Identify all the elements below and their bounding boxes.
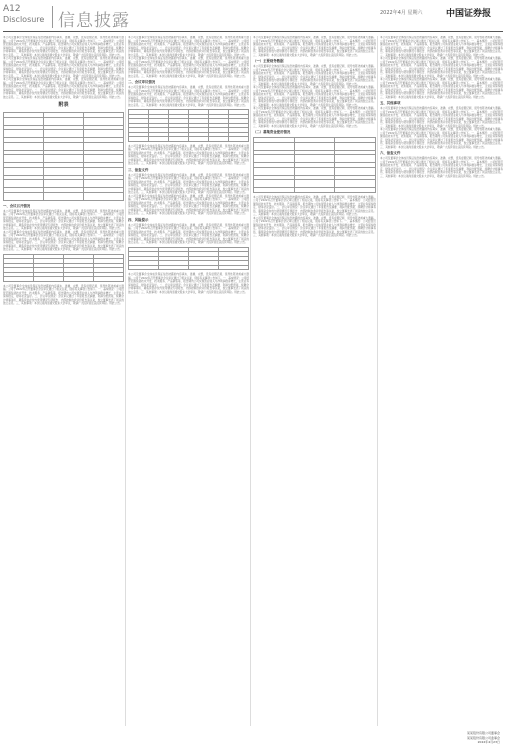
issue-date: 2022年4月 星期六 <box>380 10 423 16</box>
section-heading: （一）主要财务数据 <box>253 59 284 63</box>
body-paragraph: 本公司及董事会全体成员保证信息披露的内容真实、准确、完整，没有虚假记载、误导性陈述或重大遗漏。公司于2022年召开董事会会议审议通过了相关议案，现将有关事项公告如下。一、基本情况：公司经营范围包括技术开发、技术服务、产品销售等，报告期内公司实现营业收入与净利润稳步增长，主营业务保持稳定，财务状况良好。二、会议审议情况：会议审议通过了年度报告及摘要、利润分配预案、续聘会计师事务所、募集资金存放与使用情况专项报告、内部控制自我评价报告等议案，独立董事发表了同意的独立意见。三、其他事项：本次议案尚需提交股东大会审议，敬请广大投资者注意投资风险。特此公告。 <box>3 36 124 57</box>
disclosure-table <box>128 247 249 271</box>
section-heading: 六、备查文件 <box>380 151 401 155</box>
body-paragraph: 本公司及董事会全体成员保证信息披露的内容真实、准确、完整，没有虚假记载、误导性陈述或重大遗漏。公司于2022年召开董事会会议审议通过了相关议案，现将有关事项公告如下。一、基本情况：公司经营范围包括技术开发、技术服务、产品销售等，报告期内公司实现营业收入与净利润稳步增长，主营业务保持稳定，财务状况良好。二、会议审议情况：会议审议通过了年度报告及摘要、利润分配预案、续聘会计师事务所、募集资金存放与使用情况专项报告、内部控制自我评价报告等议案，独立董事发表了同意的独立意见。三、其他事项：本次议案尚需提交股东大会审议，敬请广大投资者注意投资风险。特此公告。 <box>380 107 503 128</box>
disclosure-table <box>3 254 124 282</box>
section-heading: 四、风险提示 <box>128 217 149 222</box>
article-column-1 <box>3 36 124 726</box>
body-paragraph: 本公司及董事会全体成员保证信息披露的内容真实、准确、完整，没有虚假记载、误导性陈述或重大遗漏。公司于2022年召开董事会会议审议通过了相关议案，现将有关事项公告如下。一、基本情况：公司经营范围包括技术开发、技术服务、产品销售等，报告期内公司实现营业收入与净利润稳步增长，主营业务保持稳定，财务状况良好。二、会议审议情况：会议审议通过了年度报告及摘要、利润分配预案、续聘会计师事务所、募集资金存放与使用情况专项报告、内部控制自我评价报告等议案，独立董事发表了同意的独立意见。三、其他事项：本次议案尚需提交股东大会审议，敬请广大投资者注意投资风险。特此公告。 <box>128 223 249 244</box>
section-heading: （二）募集资金使用情况 <box>253 130 291 134</box>
body-paragraph: 本公司及董事会全体成员保证信息披露的内容真实、准确、完整，没有虚假记载、误导性陈述或重大遗漏。公司于2022年召开董事会会议审议通过了相关议案，现将有关事项公告如下。一、基本情况：公司经营范围包括技术开发、技术服务、产品销售等，报告期内公司实现营业收入与净利润稳步增长，主营业务保持稳定，财务状况良好。二、会议审议情况：会议审议通过了年度报告及摘要、利润分配预案、续聘会计师事务所、募集资金存放与使用情况专项报告、内部控制自我评价报告等议案，独立董事发表了同意的独立意见。三、其他事项：本次议案尚需提交股东大会审议，敬请广大投资者注意投资风险。特此公告。 <box>3 78 124 99</box>
page-header <box>0 0 506 36</box>
column-divider <box>250 36 251 726</box>
section-heading: 二、会议审议情况 <box>128 80 156 84</box>
body-paragraph: 本公司及董事会全体成员保证信息披露的内容真实、准确、完整，没有虚假记载、误导性陈述或重大遗漏。公司于2022年召开董事会会议审议通过了相关议案，现将有关事项公告如下。一、基本情况：公司经营范围包括技术开发、技术服务、产品销售等，报告期内公司实现营业收入与净利润稳步增长，主营业务保持稳定，财务状况良好。二、会议审议情况：会议审议通过了年度报告及摘要、利润分配预案、续聘会计师事务所、募集资金存放与使用情况专项报告、内部控制自我评价报告等议案，独立董事发表了同意的独立意见。三、其他事项：本次议案尚需提交股东大会审议，敬请广大投资者注意投资风险。特此公告。 <box>128 194 249 215</box>
body-paragraph: 本公司及董事会全体成员保证信息披露的内容真实、准确、完整，没有虚假记载、误导性陈述或重大遗漏。公司于2022年召开董事会会议审议通过了相关议案，现将有关事项公告如下。一、基本情况：公司经营范围包括技术开发、技术服务、产品销售等，报告期内公司实现营业收入与净利润稳步增长，主营业务保持稳定，财务状况良好。二、会议审议情况：会议审议通过了年度报告及摘要、利润分配预案、续聘会计师事务所、募集资金存放与使用情况专项报告、内部控制自我评价报告等议案，独立董事发表了同意的独立意见。三、其他事项：本次议案尚需提交股东大会审议，敬请广大投资者注意投资风险。特此公告。 <box>128 273 249 294</box>
company-name: 某某股份有限公司董事会 <box>466 731 500 736</box>
company-name: 某某股份有限公司监事会 <box>466 735 500 740</box>
body-paragraph: 本公司及董事会全体成员保证信息披露的内容真实、准确、完整，没有虚假记载、误导性陈述或重大遗漏。公司于2022年召开董事会会议审议通过了相关议案，现将有关事项公告如下。一、基本情况：公司经营范围包括技术开发、技术服务、产品销售等，报告期内公司实现营业收入与净利润稳步增长，主营业务保持稳定，财务状况良好。二、会议审议情况：会议审议通过了年度报告及摘要、利润分配预案、续聘会计师事务所、募集资金存放与使用情况专项报告、内部控制自我评价报告等议案，独立董事发表了同意的独立意见。三、其他事项：本次议案尚需提交股东大会审议，敬请广大投资者注意投资风险。特此公告。 <box>3 284 124 305</box>
section-heading: 五、其他事项 <box>380 101 401 105</box>
article-column-4 <box>380 36 503 726</box>
body-paragraph: 本公司及董事会全体成员保证信息披露的内容真实、准确、完整，没有虚假记载、误导性陈述或重大遗漏。公司于2022年召开董事会会议审议通过了相关议案，现将有关事项公告如下。一、基本情况：公司经营范围包括技术开发、技术服务、产品销售等，报告期内公司实现营业收入与净利润稳步增长，主营业务保持稳定，财务状况良好。二、会议审议情况：会议审议通过了年度报告及摘要、利润分配预案、续聘会计师事务所、募集资金存放与使用情况专项报告、内部控制自我评价报告等议案，独立董事发表了同意的独立意见。三、其他事项：本次议案尚需提交股东大会审议，敬请广大投资者注意投资风险。特此公告。 <box>253 107 376 128</box>
disclosure-table <box>253 137 376 193</box>
header-rule <box>3 31 503 32</box>
section-heading: 一、会议召开情况 <box>3 203 31 208</box>
body-paragraph: 本公司及董事会全体成员保证信息披露的内容真实、准确、完整，没有虚假记载、误导性陈述或重大遗漏。公司于2022年召开董事会会议审议通过了相关议案，现将有关事项公告如下。一、基本情况：公司经营范围包括技术开发、技术服务、产品销售等，报告期内公司实现营业收入与净利润稳步增长，主营业务保持稳定，财务状况良好。二、会议审议情况：会议审议通过了年度报告及摘要、利润分配预案、续聘会计师事务所、募集资金存放与使用情况专项报告、内部控制自我评价报告等议案，独立董事发表了同意的独立意见。三、其他事项：本次议案尚需提交股东大会审议，敬请广大投资者注意投资风险。特此公告。 <box>3 209 124 230</box>
body-paragraph: 本公司及董事会全体成员保证信息披露的内容真实、准确、完整，没有虚假记载、误导性陈述或重大遗漏。公司于2022年召开董事会会议审议通过了相关议案，现将有关事项公告如下。一、基本情况：公司经营范围包括技术开发、技术服务、产品销售等，报告期内公司实现营业收入与净利润稳步增长，主营业务保持稳定，财务状况良好。二、会议审议情况：会议审议通过了年度报告及摘要、利润分配预案、续聘会计师事务所、募集资金存放与使用情况专项报告、内部控制自我评价报告等议案，独立董事发表了同意的独立意见。三、其他事项：本次议案尚需提交股东大会审议，敬请广大投资者注意投资风险。特此公告。 <box>380 57 503 78</box>
body-paragraph: 本公司及董事会全体成员保证信息披露的内容真实、准确、完整，没有虚假记载、误导性陈述或重大遗漏。公司于2022年召开董事会会议审议通过了相关议案，现将有关事项公告如下。一、基本情况：公司经营范围包括技术开发、技术服务、产品销售等，报告期内公司实现营业收入与净利润稳步增长，主营业务保持稳定，财务状况良好。二、会议审议情况：会议审议通过了年度报告及摘要、利润分配预案、续聘会计师事务所、募集资金存放与使用情况专项报告、内部控制自我评价报告等议案，独立董事发表了同意的独立意见。三、其他事项：本次议案尚需提交股东大会审议，敬请广大投资者注意投资风险。特此公告。 <box>380 78 503 99</box>
body-paragraph: 本公司及董事会全体成员保证信息披露的内容真实、准确、完整，没有虚假记载、误导性陈述或重大遗漏。公司于2022年召开董事会会议审议通过了相关议案，现将有关事项公告如下。一、基本情况：公司经营范围包括技术开发、技术服务、产品销售等，报告期内公司实现营业收入与净利润稳步增长，主营业务保持稳定，财务状况良好。二、会议审议情况：会议审议通过了年度报告及摘要、利润分配预案、续聘会计师事务所、募集资金存放与使用情况专项报告、内部控制自我评价报告等议案，独立董事发表了同意的独立意见。三、其他事项：本次议案尚需提交股东大会审议，敬请广大投资者注意投资风险。特此公告。 <box>253 86 376 107</box>
article-column-2 <box>128 36 249 726</box>
column-divider <box>377 36 378 726</box>
body-paragraph: 本公司及董事会全体成员保证信息披露的内容真实、准确、完整，没有虚假记载、误导性陈述或重大遗漏。公司于2022年召开董事会会议审议通过了相关议案，现将有关事项公告如下。一、基本情况：公司经营范围包括技术开发、技术服务、产品销售等，报告期内公司实现营业收入与净利润稳步增长，主营业务保持稳定，财务状况良好。二、会议审议情况：会议审议通过了年度报告及摘要、利润分配预案、续聘会计师事务所、募集资金存放与使用情况专项报告、内部控制自我评价报告等议案，独立董事发表了同意的独立意见。三、其他事项：本次议案尚需提交股东大会审议，敬请广大投资者注意投资风险。特此公告。 <box>380 157 503 178</box>
body-paragraph: 本公司及董事会全体成员保证信息披露的内容真实、准确、完整，没有虚假记载、误导性陈述或重大遗漏。公司于2022年召开董事会会议审议通过了相关议案，现将有关事项公告如下。一、基本情况：公司经营范围包括技术开发、技术服务、产品销售等，报告期内公司实现营业收入与净利润稳步增长，主营业务保持稳定，财务状况良好。二、会议审议情况：会议审议通过了年度报告及摘要、利润分配预案、续聘会计师事务所、募集资金存放与使用情况专项报告、内部控制自我评价报告等议案，独立董事发表了同意的独立意见。三、其他事项：本次议案尚需提交股东大会审议，敬请广大投资者注意投资风险。特此公告。 <box>253 36 376 57</box>
body-paragraph: 本公司及董事会全体成员保证信息披露的内容真实、准确、完整，没有虚假记载、误导性陈述或重大遗漏。公司于2022年召开董事会会议审议通过了相关议案，现将有关事项公告如下。一、基本情况：公司经营范围包括技术开发、技术服务、产品销售等，报告期内公司实现营业收入与净利润稳步增长，主营业务保持稳定，财务状况良好。二、会议审议情况：会议审议通过了年度报告及摘要、利润分配预案、续聘会计师事务所、募集资金存放与使用情况专项报告、内部控制自我评价报告等议案，独立董事发表了同意的独立意见。三、其他事项：本次议案尚需提交股东大会审议，敬请广大投资者注意投资风险。特此公告。 <box>253 216 376 237</box>
newspaper-masthead: 中国证券报 <box>446 9 492 19</box>
signature-block <box>467 731 500 744</box>
section-name-zh: 信息披露 <box>58 11 130 31</box>
table-title: 附表 <box>58 102 69 108</box>
page-code: A12 <box>3 4 21 14</box>
body-paragraph: 本公司及董事会全体成员保证信息披露的内容真实、准确、完整，没有虚假记载、误导性陈述或重大遗漏。公司于2022年召开董事会会议审议通过了相关议案，现将有关事项公告如下。一、基本情况：公司经营范围包括技术开发、技术服务、产品销售等，报告期内公司实现营业收入与净利润稳步增长，主营业务保持稳定，财务状况良好。二、会议审议情况：会议审议通过了年度报告及摘要、利润分配预案、续聘会计师事务所、募集资金存放与使用情况专项报告、内部控制自我评价报告等议案，独立董事发表了同意的独立意见。三、其他事项：本次议案尚需提交股东大会审议，敬请广大投资者注意投资风险。特此公告。 <box>3 57 124 78</box>
body-paragraph: 本公司及董事会全体成员保证信息披露的内容真实、准确、完整，没有虚假记载、误导性陈述或重大遗漏。公司于2022年召开董事会会议审议通过了相关议案，现将有关事项公告如下。一、基本情况：公司经营范围包括技术开发、技术服务、产品销售等，报告期内公司实现营业收入与净利润稳步增长，主营业务保持稳定，财务状况良好。二、会议审议情况：会议审议通过了年度报告及摘要、利润分配预案、续聘会计师事务所、募集资金存放与使用情况专项报告、内部控制自我评价报告等议案，独立董事发表了同意的独立意见。三、其他事项：本次议案尚需提交股东大会审议，敬请广大投资者注意投资风险。特此公告。 <box>128 86 249 107</box>
section-heading: 三、备查文件 <box>128 167 149 172</box>
body-paragraph: 本公司及董事会全体成员保证信息披露的内容真实、准确、完整，没有虚假记载、误导性陈述或重大遗漏。公司于2022年召开董事会会议审议通过了相关议案，现将有关事项公告如下。一、基本情况：公司经营范围包括技术开发、技术服务、产品销售等，报告期内公司实现营业收入与净利润稳步增长，主营业务保持稳定，财务状况良好。二、会议审议情况：会议审议通过了年度报告及摘要、利润分配预案、续聘会计师事务所、募集资金存放与使用情况专项报告、内部控制自我评价报告等议案，独立董事发表了同意的独立意见。三、其他事项：本次议案尚需提交股东大会审议，敬请广大投资者注意投资风险。特此公告。 <box>253 195 376 216</box>
body-paragraph: 本公司及董事会全体成员保证信息披露的内容真实、准确、完整，没有虚假记载、误导性陈述或重大遗漏。公司于2022年召开董事会会议审议通过了相关议案，现将有关事项公告如下。一、基本情况：公司经营范围包括技术开发、技术服务、产品销售等，报告期内公司实现营业收入与净利润稳步增长，主营业务保持稳定，财务状况良好。二、会议审议情况：会议审议通过了年度报告及摘要、利润分配预案、续聘会计师事务所、募集资金存放与使用情况专项报告、内部控制自我评价报告等议案，独立董事发表了同意的独立意见。三、其他事项：本次议案尚需提交股东大会审议，敬请广大投资者注意投资风险。特此公告。 <box>3 230 124 251</box>
disclosure-table <box>128 109 249 142</box>
section-name-en: Disclosure <box>3 15 45 24</box>
body-paragraph: 本公司及董事会全体成员保证信息披露的内容真实、准确、完整，没有虚假记载、误导性陈述或重大遗漏。公司于2022年召开董事会会议审议通过了相关议案，现将有关事项公告如下。一、基本情况：公司经营范围包括技术开发、技术服务、产品销售等，报告期内公司实现营业收入与净利润稳步增长，主营业务保持稳定，财务状况良好。二、会议审议情况：会议审议通过了年度报告及摘要、利润分配预案、续聘会计师事务所、募集资金存放与使用情况专项报告、内部控制自我评价报告等议案，独立董事发表了同意的独立意见。三、其他事项：本次议案尚需提交股东大会审议，敬请广大投资者注意投资风险。特此公告。 <box>128 36 249 57</box>
disclosure-table <box>3 112 124 201</box>
body-paragraph: 本公司及董事会全体成员保证信息披露的内容真实、准确、完整，没有虚假记载、误导性陈述或重大遗漏。公司于2022年召开董事会会议审议通过了相关议案，现将有关事项公告如下。一、基本情况：公司经营范围包括技术开发、技术服务、产品销售等，报告期内公司实现营业收入与净利润稳步增长，主营业务保持稳定，财务状况良好。二、会议审议情况：会议审议通过了年度报告及摘要、利润分配预案、续聘会计师事务所、募集资金存放与使用情况专项报告、内部控制自我评价报告等议案，独立董事发表了同意的独立意见。三、其他事项：本次议案尚需提交股东大会审议，敬请广大投资者注意投资风险。特此公告。 <box>128 144 249 165</box>
body-paragraph: 本公司及董事会全体成员保证信息披露的内容真实、准确、完整，没有虚假记载、误导性陈述或重大遗漏。公司于2022年召开董事会会议审议通过了相关议案，现将有关事项公告如下。一、基本情况：公司经营范围包括技术开发、技术服务、产品销售等，报告期内公司实现营业收入与净利润稳步增长，主营业务保持稳定，财务状况良好。二、会议审议情况：会议审议通过了年度报告及摘要、利润分配预案、续聘会计师事务所、募集资金存放与使用情况专项报告、内部控制自我评价报告等议案，独立董事发表了同意的独立意见。三、其他事项：本次议案尚需提交股东大会审议，敬请广大投资者注意投资风险。特此公告。 <box>128 173 249 194</box>
body-paragraph: 本公司及董事会全体成员保证信息披露的内容真实、准确、完整，没有虚假记载、误导性陈述或重大遗漏。公司于2022年召开董事会会议审议通过了相关议案，现将有关事项公告如下。一、基本情况：公司经营范围包括技术开发、技术服务、产品销售等，报告期内公司实现营业收入与净利润稳步增长，主营业务保持稳定，财务状况良好。二、会议审议情况：会议审议通过了年度报告及摘要、利润分配预案、续聘会计师事务所、募集资金存放与使用情况专项报告、内部控制自我评价报告等议案，独立董事发表了同意的独立意见。三、其他事项：本次议案尚需提交股东大会审议，敬请广大投资者注意投资风险。特此公告。 <box>380 36 503 57</box>
article-column-3 <box>253 36 376 726</box>
body-paragraph: 本公司及董事会全体成员保证信息披露的内容真实、准确、完整，没有虚假记载、误导性陈述或重大遗漏。公司于2022年召开董事会会议审议通过了相关议案，现将有关事项公告如下。一、基本情况：公司经营范围包括技术开发、技术服务、产品销售等，报告期内公司实现营业收入与净利润稳步增长，主营业务保持稳定，财务状况良好。二、会议审议情况：会议审议通过了年度报告及摘要、利润分配预案、续聘会计师事务所、募集资金存放与使用情况专项报告、内部控制自我评价报告等议案，独立董事发表了同意的独立意见。三、其他事项：本次议案尚需提交股东大会审议，敬请广大投资者注意投资风险。特此公告。 <box>380 128 503 149</box>
column-divider <box>125 36 126 726</box>
signature-date: 2022年4月23日 <box>477 739 500 744</box>
body-paragraph: 本公司及董事会全体成员保证信息披露的内容真实、准确、完整，没有虚假记载、误导性陈述或重大遗漏。公司于2022年召开董事会会议审议通过了相关议案，现将有关事项公告如下。一、基本情况：公司经营范围包括技术开发、技术服务、产品销售等，报告期内公司实现营业收入与净利润稳步增长，主营业务保持稳定，财务状况良好。二、会议审议情况：会议审议通过了年度报告及摘要、利润分配预案、续聘会计师事务所、募集资金存放与使用情况专项报告、内部控制自我评价报告等议案，独立董事发表了同意的独立意见。三、其他事项：本次议案尚需提交股东大会审议，敬请广大投资者注意投资风险。特此公告。 <box>128 57 249 78</box>
body-paragraph: 本公司及董事会全体成员保证信息披露的内容真实、准确、完整，没有虚假记载、误导性陈述或重大遗漏。公司于2022年召开董事会会议审议通过了相关议案，现将有关事项公告如下。一、基本情况：公司经营范围包括技术开发、技术服务、产品销售等，报告期内公司实现营业收入与净利润稳步增长，主营业务保持稳定，财务状况良好。二、会议审议情况：会议审议通过了年度报告及摘要、利润分配预案、续聘会计师事务所、募集资金存放与使用情况专项报告、内部控制自我评价报告等议案，独立董事发表了同意的独立意见。三、其他事项：本次议案尚需提交股东大会审议，敬请广大投资者注意投资风险。特此公告。 <box>253 65 376 86</box>
header-divider <box>52 6 53 28</box>
